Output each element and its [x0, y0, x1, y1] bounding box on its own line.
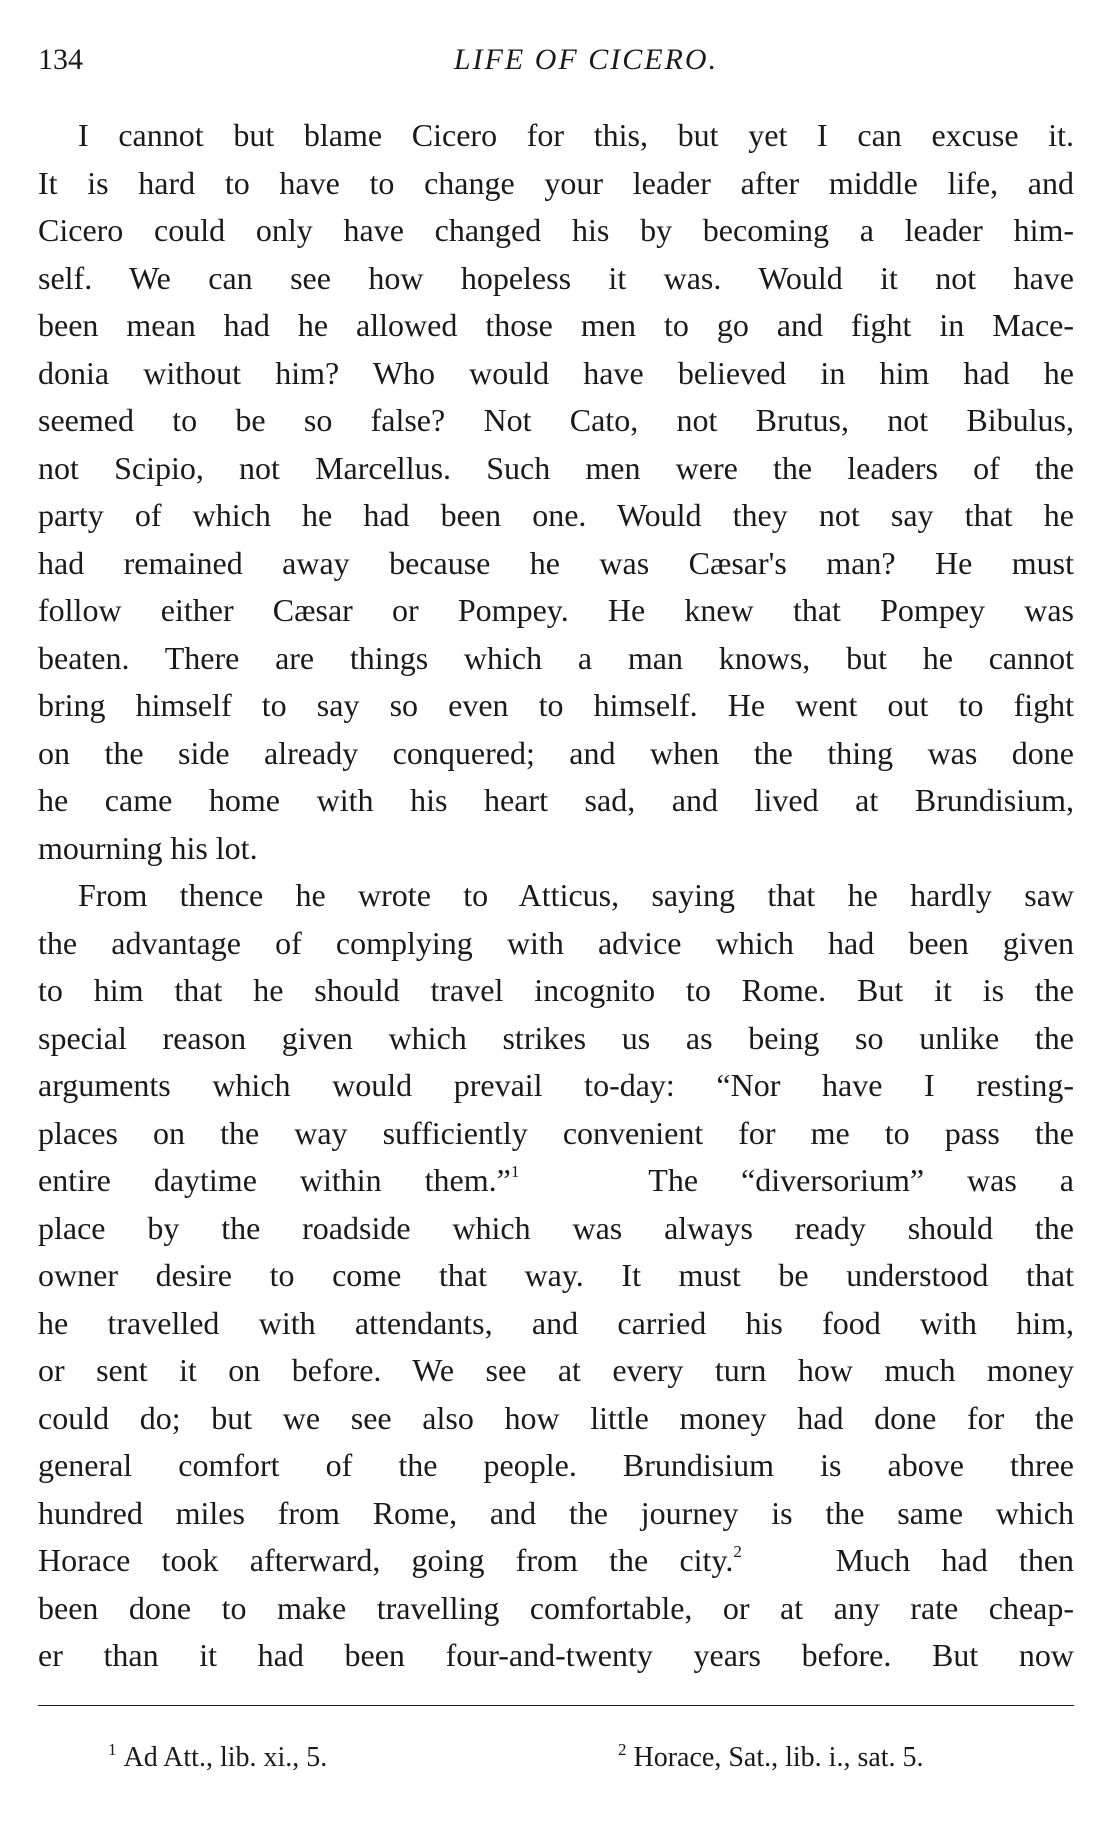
text-line: From thence he wrote to Atticus, saying that he hardly saw [78, 877, 1074, 913]
text-line: donia without him? Who would have believed in him had he [38, 354, 1074, 391]
text-line: he came home with his heart sad, and lived at Brundisium, [38, 782, 1074, 818]
text-line: had remained away because he was Cæsar's man? He must [38, 544, 1074, 581]
text-line: places on the way sufficiently convenient for me to pass the [38, 1114, 1074, 1151]
text-line: follow either Cæsar or Pompey. He knew that Pompey was [38, 592, 1074, 628]
footnote-1-mark: 1 [108, 1740, 117, 1759]
text-line: not Scipio, not Marcellus. Such men were the leaders of the [38, 449, 1074, 486]
text-line: place by the roadside which was always ready should the [38, 1209, 1074, 1246]
text-line: on the side already conquered; and when the thing was done [38, 734, 1074, 771]
footnote-mark-2[interactable]: 2 [733, 1542, 742, 1561]
text-line: er than it had been four-and-twenty years before. But now [38, 1637, 1074, 1673]
text-line: arguments which would prevail to-day: “Nor have I resting- [38, 1067, 1074, 1103]
text-line: I cannot but blame Cicero for this, but yet I can excuse it. [78, 117, 1074, 153]
text-line: been mean had he allowed those men to go and fight in Mace- [38, 307, 1074, 343]
text-line: hundred miles from Rome, and the journey is the same which [38, 1494, 1074, 1531]
text-line: It is hard to have to change your leader after middle life, and [38, 164, 1074, 201]
text-line: Cicero could only have changed his by becoming a leader him- [38, 212, 1074, 248]
text-line: or sent it on before. We see at every turn how much money [38, 1352, 1074, 1388]
page-number: 134 [38, 43, 83, 76]
footnote-2-text: Horace, Sat., lib. i., sat. 5. [633, 1742, 924, 1773]
text-line: he travelled with attendants, and carried his food with him, [38, 1304, 1074, 1341]
text-segment: Horace took afterward, going from the city. [38, 1542, 734, 1578]
text-line-with-footnote [38, 1157, 1074, 1205]
text-line: beaten. There are things which a man knows, but he cannot [38, 639, 1074, 676]
text-line: seemed to be so false? Not Cato, not Brutus, not Bibulus, [38, 402, 1074, 438]
book-title: LIFE OF CICERO. [453, 43, 719, 76]
text-line: general comfort of the people. Brundisium is above three [38, 1447, 1074, 1483]
body-text [38, 112, 1074, 1680]
footnote-divider [38, 1705, 1074, 1706]
text-line: bring himself to say so even to himself. He went out to fight [38, 687, 1074, 723]
text-segment: entire daytime within them.” [38, 1162, 511, 1198]
text-line: to him that he should travel incognito to Rome. But it is the [38, 972, 1074, 1008]
text-line: self. We can see how hopeless it was. Would it not have [38, 259, 1074, 296]
running-head [38, 40, 1074, 80]
text-line: special reason given which strikes us as being so unlike the [38, 1019, 1074, 1056]
footnote-2-mark: 2 [618, 1740, 627, 1759]
text-line: could do; but we see also how little money had done for the [38, 1399, 1074, 1436]
footnote-mark-1[interactable]: 1 [510, 1162, 520, 1181]
text-segment: The “diversorium” was a [648, 1162, 1074, 1198]
text-line: been done to make travelling comfortable, or at any rate cheap- [38, 1589, 1074, 1626]
footnotes [38, 1735, 1074, 1781]
text-line: the advantage of complying with advice which had been given [38, 924, 1074, 961]
text-segment: Much had then [835, 1542, 1074, 1578]
text-line: owner desire to come that way. It must be understood that [38, 1257, 1074, 1293]
text-line-with-footnote [38, 1537, 1074, 1585]
footnote-1 [108, 1735, 327, 1781]
footnote-1-text: Ad Att., lib. xi., 5. [123, 1742, 328, 1773]
footnote-2 [618, 1735, 924, 1781]
text-line: mourning his lot. [38, 829, 258, 866]
text-line: party of which he had been one. Would they not say that he [38, 497, 1074, 533]
